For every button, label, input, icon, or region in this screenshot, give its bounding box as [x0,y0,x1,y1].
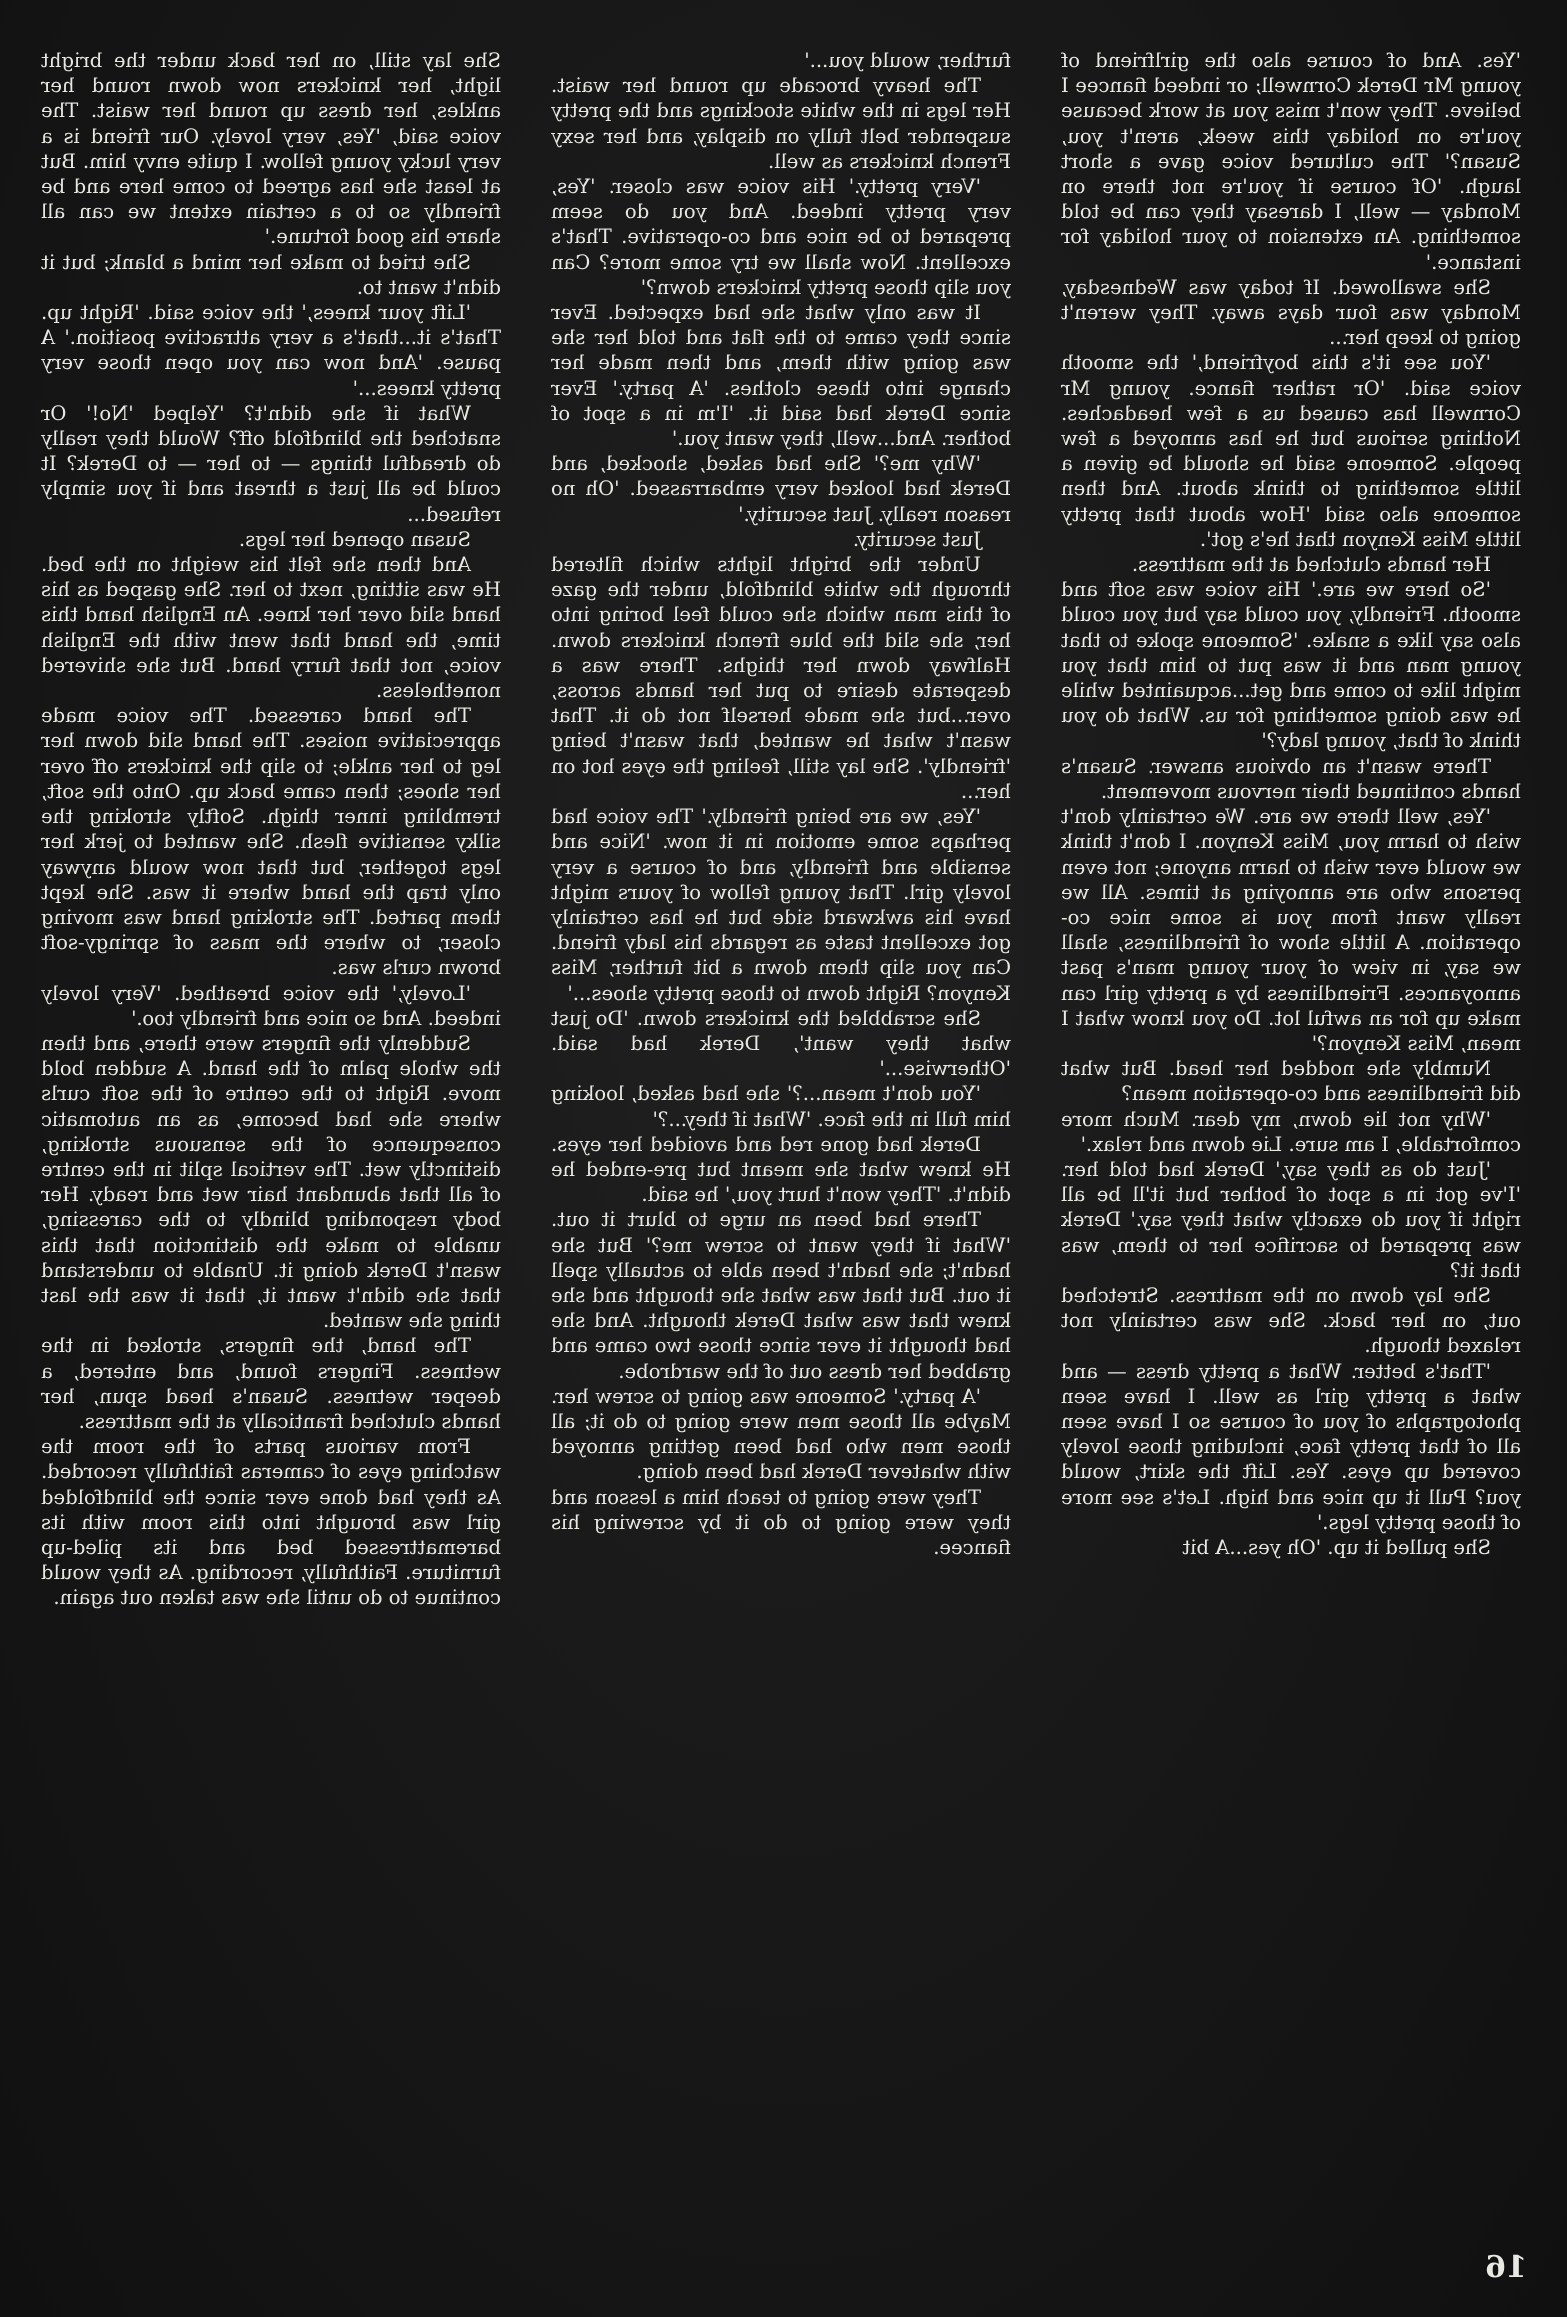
paragraph: 'Lift your knees,' the voice said. 'Right up. That's it...that's a very attractive position.' A pause. 'And now can you open those very pretty knees...' [41,301,501,400]
paragraph: 'Why not lie down, my dear. Much more comfortable, I am sure. Lie down and relax.' [1061,1107,1521,1156]
paragraph: The hand, the fingers, stroked in the wetness. Fingers found, and entered, a deeper wetness. Susan's head spun, her hands clutched frantically at the mattress. [41,1334,501,1433]
paragraph: 'You don't mean...?' she had asked, looking him full in the face. 'What if they...?' [551,1082,1011,1131]
paragraph: She lay still, on her back under the bright light, her knickers now down round her ankles, her dress up round her waist. The voice said, 'Yes, very lovely. Our friend is a very lucky young fellow. I quite envy him. But at least she has agreed to come here and be friendly so to a certain extent we can all share his good fortune.' [41,49,501,249]
paragraph: There wasn't an obvious answer. Susan's hands continued their nervous movement. [1061,754,1521,803]
paragraph: 'Very pretty.' His voice was closer. 'Yes, very pretty indeed. And you do seem prepared to be nice and co-operative. That's excellent. Now shall we try some more? Can you slip those pretty knickers down?' [551,175,1011,299]
paragraph: Susan opened her legs. [238,527,471,551]
paragraph: 'Lovely,' the voice breathed. 'Very lovely indeed. And so nice and friendly too.' [41,981,501,1030]
paragraph: The heavy brocade up round her waist. Her legs in the white stockings and the pretty suspender belt fully on display, and her sexy French knickers as well. [551,74,1011,173]
text-columns [41,48,1521,2228]
paragraph: 'A party.' Someone was going to screw her. Maybe all those men were going to do it; all those men who had been getting annoyed with whatever Derek had been doing. [551,1384,1011,1484]
paragraph: She tried to make her mind a blank; but it didn't want to. [41,250,501,299]
paragraph: Under the bright lights which filtered through the white blindfold, under the gaze of this man which she could feel boring into her, she slid the blue french knickers down. Halfway down her thighs. There was a desperate desire to put her hands across, over...but she made herself not do it. That wasn't what he wanted, that wasn't being 'friendly'. She lay still, feeling the eyes hot on her... [551,553,1011,803]
paragraph: 'So here we are.' His voice was soft and smooth. Friendly, you could say but you could also say like a snake. 'Someone spoke to that young man and it was put to him that you might like to come and get...acquainted while he was doing something for us. What do you think of that, young lady?' [1061,578,1521,753]
paragraph: She lay down on the mattress. Stretched out, on her back. She was certainly not relaxed though. [1061,1283,1521,1358]
column-1 [1061,48,1521,2228]
paragraph: The hand caressed. The voice made appreciative noises. The hand slid down her leg to her ankle; to slip the knickers off over her shoes; then came back up. Onto the soft, trembling inner thigh. Softly stroking the silky sensitive flesh. She wanted to jerk her legs together, but that now would anyway only trap the hand where it was. She kept them parted. The stroking hand was moving closer, to where the mass of springy-soft brown curls was. [41,704,501,980]
paragraph: And then she felt his weight on the bed. He was sitting, next to her. She gasped as his hand slid over her knee. An English hand this time, the hand that went with the English voice, not that furry hand. But she shivered nonetheless. [41,553,501,703]
paragraph: They were going to teach him a lesson and they were going to do it by screwing his fiancee. [551,1485,1011,1559]
paragraph: There had been an urge to blurt it out. 'What if they want to screw me?' But she hadn't; she hadn't been able to actually spell it out. But that was what she thought and she knew that was what Derek thought. And she had thought it ever since those two came and grabbed her dress out of the wardrobe. [551,1208,1011,1383]
paragraph: It was only what she had expected. Ever since they came to the flat and told her she was going with them, and then made her change into these clothes. 'A party.' Ever since Derek had said it. 'I'm in a spot of bother. And...well, they want you.' [551,301,1011,451]
paragraph: Numbly she nodded her head. But what did friendliness and co-operation mean? [1061,1057,1521,1106]
paragraph: Her hands clutched at the mattress. [1131,553,1491,577]
paragraph: 'Yes, we are being friendly.' The voice had perhaps some emotion in it now. 'Nice and sensible and friendly, and of course a very lovely girl. That young fellow of yours might have his awkward side but he has certainly got excellent taste as regards his lady friend. Can you slip them down a bit further, Miss Kenyon? Right down to those pretty shoes...' [551,805,1011,1005]
paragraph: 'Yes, well there we are. We certainly don't wish to harm you, Miss Kenyon. I don't think we would ever wish to harm anyone; not even persons who are annoying at times. All we really want from you is some nice co-operation. A little show of friendliness, shall we say, in view of your young man's past annoyances. Friendliness by a pretty girl can make up for an awful lot. Do you know what I mean, Miss Kenyon?' [1061,805,1521,1055]
column-2 [551,48,1011,2228]
paragraph: Derek had gone red and avoided her eyes. He knew what she meant but pre-ended he didn't. 'They won't hurt you,' he said. [551,1132,1011,1207]
page-number: 16 [1485,2250,1527,2285]
paragraph: 'Yes. And of course also the girlfriend of young Mr Derek Cornwell; or indeed fiancee I believe. They won't miss you at work because you're on holiday this week, aren't you, Susan?' The cultured voice gave a short laugh. 'Of course if you're not there on Monday — well, I daresay they can be told something. An extension to your holiday for instance.' [1061,49,1521,274]
paragraph: 'You see it's this boyfriend,' the smooth voice said. 'Or rather fiance. young Mr Cornwell has caused us a few headaches. Nothing serious but he has annoyed a few people. Someone said he should be given a little something to think about. And then someone also said 'How about that pretty little Miss Kenyon that he's got'. [1061,351,1521,551]
paragraph: Just security. [852,527,981,551]
paragraph: She pulled it up. 'Oh yes...A bit [1182,1535,1491,1559]
paragraph: What if she didn't? 'Yelped 'No!' Or snatched the blindfold off? Would they really do dreadful things — to her — to Derek? It could be all just a threat and if you simply refused... [41,401,501,526]
paragraph: From various parts of the room the watching eyes of cameras faithfully recorded. As they had done ever since the blindfolded girl was brought into this room with its baremattressed bed and its piled-up furniture. Faithfully, recording. As they would continue to do until she was taken out again. [41,1435,501,1610]
paragraph: 'Just do as they say,' Derek had told her. 'I've got in a spot of bother but it'll be all right if you do exactly what they say.' Derek was prepared to sacrifice her to them, was that it? [1061,1157,1521,1282]
column-3 [41,48,501,2228]
paragraph: further, would you...' [804,49,1011,72]
paragraph: She swallowed. If today was Wednesday, Monday was four days away. They weren't going to keep her... [1061,275,1521,350]
paragraph: Suddenly the fingers were there, and then the whole palm of the hand. A sudden bold move. Right to the centre of the soft curls where she had become, as an automatic consequence of the sensuous stroking, distinctly wet. The vertical split in the centre of all that abundant hair wet and ready. Her body responding blindly to the caressing, unable to make the distinction that this wasn't Derek doing it. Unable to understand that she didn't want it, that it was the last thing she wanted. [41,1031,501,1333]
paragraph: 'That's better. What a pretty dress — and what a pretty girl as well. I have seen photographs of you of course so I have seen all of that pretty face, including those lovely covered up eyes. Yes. Lift the skirt, would you? Pull it up nice and high. Let's see more of those pretty legs.' [1061,1359,1521,1534]
paragraph: She scrabbled the knickers down. 'Do just what they want', Derek had said. 'Otherwise...' [551,1006,1011,1081]
paragraph: 'Why me?' She had asked, shocked, and Derek had looked very embarrassed. 'Oh no reason really. Just security.' [551,452,1011,526]
